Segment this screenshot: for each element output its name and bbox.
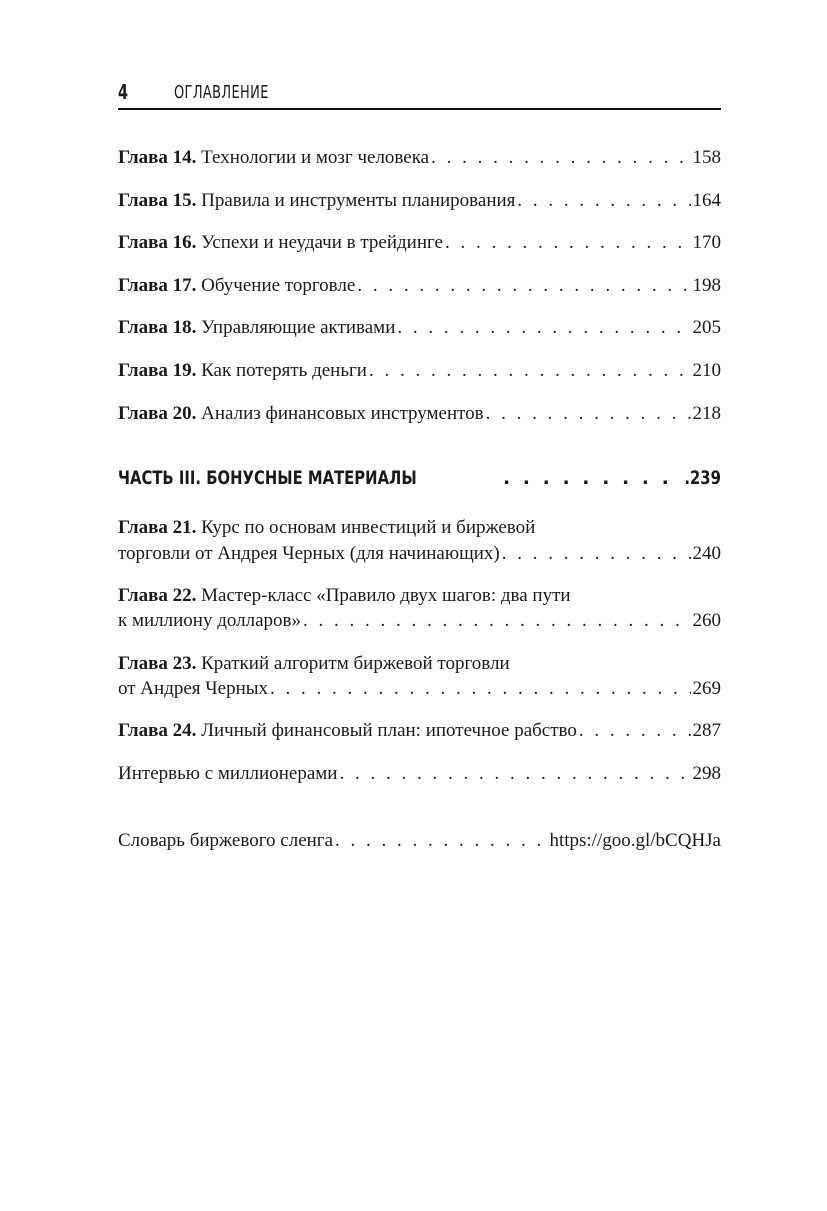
toc-entry-17[interactable] <box>118 273 721 299</box>
toc-entry-glossary[interactable] <box>118 828 721 854</box>
chapter-label: Глава 24. <box>118 720 197 741</box>
page-ref: 198 <box>692 275 721 296</box>
leader-dots <box>579 718 691 744</box>
chapter-title: Мастер-класс «Правило двух шагов: два пути <box>201 585 571 606</box>
page-ref: 269 <box>692 678 721 699</box>
part-title: ЧАСТЬ III. БОНУСНЫЕ МАТЕРИАЛЫ <box>118 467 417 489</box>
page-ref: 240 <box>692 543 721 564</box>
chapter-label: Глава 22. <box>118 585 197 606</box>
section-title: ОГЛАВЛЕНИЕ <box>174 82 269 103</box>
page-number: 4 <box>118 80 129 104</box>
toc-entry-24[interactable] <box>118 718 721 744</box>
toc-entry-14[interactable] <box>118 145 721 171</box>
chapter-title: Обучение торговле <box>201 275 356 296</box>
page-ref: 205 <box>692 317 721 338</box>
chapter-label: Глава 23. <box>118 653 197 674</box>
chapter-title: Технологии и мозг человека <box>201 147 430 168</box>
leader-dots <box>431 145 690 171</box>
leader-dots <box>339 761 690 787</box>
leader-dots <box>445 230 691 256</box>
entry-title: Интервью с миллионерами <box>118 763 338 784</box>
toc-entry-21-line2[interactable] <box>118 541 721 567</box>
chapter-label: Глава 15. <box>118 190 197 211</box>
toc-entry-19[interactable] <box>118 358 721 384</box>
toc-entry-16[interactable] <box>118 230 721 256</box>
page-ref: 170 <box>692 232 721 253</box>
chapter-title: Правила и инструменты планирования <box>201 190 516 211</box>
page-ref: 218 <box>692 403 721 424</box>
page-ref: 287 <box>692 720 721 741</box>
glossary-link[interactable]: https://goo.gl/bCQHJa <box>549 830 721 851</box>
toc-entry-22-line1[interactable] <box>118 583 721 609</box>
chapter-title: Успехи и неудачи в трейдинге <box>201 232 443 253</box>
page-ref: 260 <box>692 610 721 631</box>
leader-dots <box>369 358 691 384</box>
toc-entry-15[interactable] <box>118 188 721 214</box>
leader-dots <box>503 465 672 491</box>
chapter-label: Глава 16. <box>118 232 197 253</box>
chapter-title: Краткий алгоритм биржевой торговли <box>201 653 510 674</box>
page-ref: 298 <box>692 763 721 784</box>
chapter-title-cont: к миллиону долларов» <box>118 610 302 631</box>
leader-dots <box>517 188 690 214</box>
toc-entry-21-line1[interactable] <box>118 515 721 541</box>
page-ref: 210 <box>692 360 721 381</box>
chapter-label: Глава 21. <box>118 517 197 538</box>
running-header <box>118 78 721 110</box>
entry-title: Словарь биржевого сленга <box>118 830 334 851</box>
leader-dots <box>303 608 690 634</box>
leader-dots <box>357 273 690 299</box>
chapter-title: Анализ финансовых инструментов <box>201 403 484 424</box>
leader-dots <box>335 828 547 854</box>
chapter-label: Глава 20. <box>118 403 197 424</box>
toc-entry-18[interactable] <box>118 315 721 341</box>
chapter-title: Управляющие активами <box>201 317 396 338</box>
toc-part-3[interactable] <box>118 465 721 491</box>
chapter-label: Глава 19. <box>118 360 197 381</box>
page-ref: .239 <box>684 467 721 489</box>
chapter-title-cont: от Андрея Черных <box>118 678 268 699</box>
chapter-label: Глава 17. <box>118 275 197 296</box>
chapter-label: Глава 14. <box>118 147 197 168</box>
page-ref: 164 <box>692 190 721 211</box>
leader-dots <box>397 315 690 341</box>
chapter-title-cont: торговли от Андрея Черных (для начинающих) <box>118 543 500 564</box>
toc-entry-23-line2[interactable] <box>118 676 721 702</box>
leader-dots <box>486 401 691 427</box>
toc-entry-20[interactable] <box>118 401 721 427</box>
page-ref: 158 <box>692 147 721 168</box>
chapter-title: Как потерять деньги <box>201 360 367 381</box>
toc-entry-interview[interactable] <box>118 761 721 787</box>
toc-entry-23-line1[interactable] <box>118 651 721 677</box>
chapter-title: Личный финансовый план: ипотечное рабство <box>201 720 577 741</box>
chapter-title: Курс по основам инвестиций и биржевой <box>201 517 536 538</box>
toc-entry-22-line2[interactable] <box>118 608 721 634</box>
leader-dots <box>502 541 691 567</box>
chapter-label: Глава 18. <box>118 317 197 338</box>
leader-dots <box>270 676 691 702</box>
